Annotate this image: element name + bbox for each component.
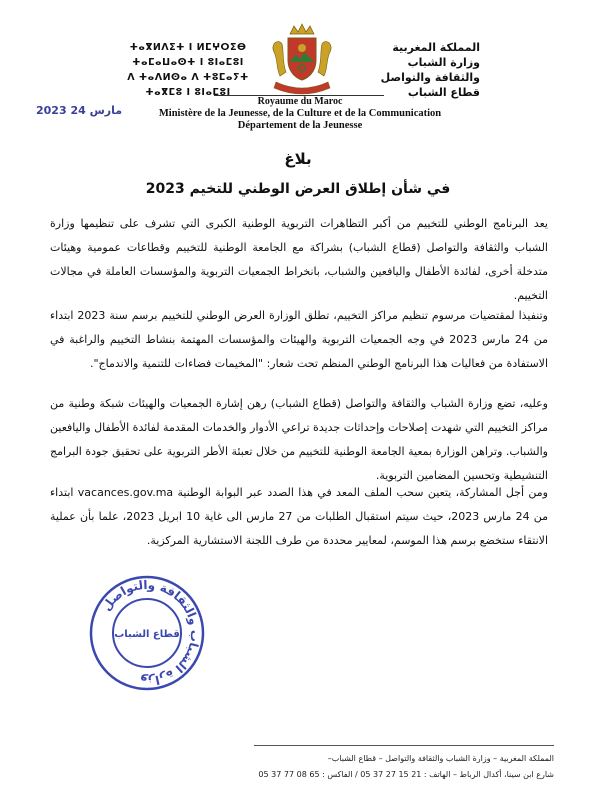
arabic-header-line: المملكة المغربية — [392, 41, 480, 54]
arabic-header-line: والثقافة والتواصل — [380, 71, 480, 84]
document-title: بلاغ — [284, 150, 312, 168]
paragraph: ومن أجل المشاركة، يتعين سحب الملف المعد في هذا الصدد عبر البوابة الوطنية vacances.gov.ma ابتداء من 24 مارس 2023، حيث سيتم استقبال الطلبات من 27 مارس الى غاية 10 ابريل 2023، علما بأن عملية الانتقاء ستخضع برسم هذا الموسم، لمعايير محددة من طرف اللجنة الاستشارية المركزية. — [50, 486, 549, 547]
moroccan-coat-of-arms-icon — [268, 22, 336, 98]
footer-line: شارع ابن سينا، أكدال الرباط – الهاتف : 21 15 27 37 05 / الفاكس : 65 08 77 37 05 — [258, 770, 554, 779]
handwritten-date: 2023 مارس 24 — [36, 104, 123, 117]
stamp-ring-text: وزارة الشباب والثقافة والتواصل — [99, 577, 203, 689]
arabic-header-line: وزارة الشباب — [407, 56, 480, 69]
kingdom-name: Royaume du Maroc — [257, 96, 343, 107]
official-stamp — [88, 574, 206, 692]
paragraph: وتنفيذا لمقتضيات مرسوم تنظيم مراكز التخييم، تطلق الوزارة العرض الوطني للتخييم برسم سنة 2023 ابتداء من 24 مارس 2023 في وجه الجمعيات التربوية والهيئات والمؤسسات المهتمة بنشاط التخييم والراغبة في الاستفادة من فعاليات هذا البرنامج الوطني المنظم تحت شعار: "المخيمات فضاءات للتنمية والاندماج". — [50, 309, 548, 370]
footer-divider — [254, 745, 554, 746]
tifinagh-line: ⵜⴰⴳⵎⵓ ⵏ ⵓⵏⴰⵎⵓⵏ — [145, 87, 231, 98]
tifinagh-line: ⴷ ⵜⴰⴷⵍⵙⴰ ⴷ ⵜⵓⵎⴰⵢⵜ — [127, 72, 249, 83]
tifinagh-line: ⵜⴰⴳⵍⴷⵉⵜ ⵏ ⵍⵎⵖⵔⵉⴱ — [129, 42, 247, 53]
tifinagh-header — [118, 40, 258, 100]
ministry-name: Ministère de la Jeunesse, de la Culture et de la Communication — [158, 108, 442, 119]
stamp-center-text: قطاع الشباب — [114, 629, 180, 640]
arabic-header — [340, 40, 480, 100]
document-subtitle: في شأن إطلاق العرض الوطني للتخيم 2023 — [145, 181, 451, 197]
footer — [254, 751, 554, 783]
arabic-header-line: قطاع الشباب — [407, 86, 480, 99]
french-header — [120, 96, 480, 132]
department-name: Département de la Jeunesse — [237, 120, 363, 131]
footer-line: المملكة المغربية – وزارة الشباب والثقافة والتواصل – قطاع الشباب– — [327, 754, 554, 763]
paragraph: وعليه، تضع وزارة الشباب والثقافة والتواصل (قطاع الشباب) رهن إشارة الجمعيات والهيئات شبكة وطنية من مراكز التخييم التي شهدت إصلاحات وإحداثات جديدة تراعي الأدوار والخدمات المقدمة لفائدة الأطفال واليافعين والشباب. وتراهن الوزارة بمعية الجامعة الوطنية للتخييم من خلال تعبئة الأطر التربوية على تحقيق جودة البرامج التنشيطية وتحسين المضامين التربوية. — [50, 397, 548, 482]
tifinagh-line: ⵜⴰⵎⴰⵡⴰⵙⵜ ⵏ ⵓⵏⴰⵎⵓⵏ — [132, 57, 244, 68]
paragraph: يعد البرنامج الوطني للتخييم من أكبر التظاهرات التربوية الوطنية الكبرى التي تشرف على تنظيمها وزارة الشباب والثقافة والتواصل (قطاع الشباب) بشراكة مع الجامعة الوطنية للتخييم وقطاعات عمومية وهيئات متدخلة أخرى، لفائدة الأطفال واليافعين والشباب، بانخراط الجمعيات التربوية والمؤسسات العاملة في مجالات التخييم. — [50, 217, 548, 302]
